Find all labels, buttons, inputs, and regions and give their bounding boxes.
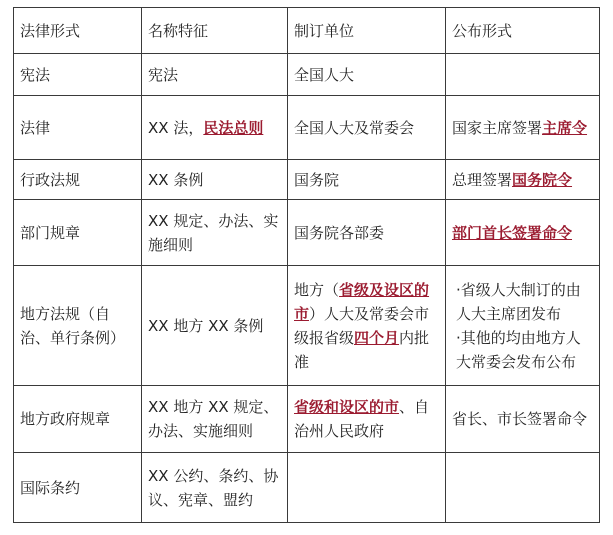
table-row bbox=[14, 96, 600, 160]
table-row bbox=[14, 160, 600, 200]
maker-cell bbox=[288, 54, 446, 96]
maker-cell bbox=[288, 386, 446, 453]
cell-text: 全国人大 bbox=[294, 65, 355, 84]
cell-text: XX 地方 XX 条例 bbox=[148, 316, 264, 335]
publish-cell bbox=[446, 453, 600, 523]
cell-text: 宪法 bbox=[148, 65, 179, 84]
publish-cell bbox=[446, 96, 600, 160]
publish-cell bbox=[446, 386, 600, 453]
cell-text: 地方（ bbox=[294, 280, 340, 299]
form-cell: 国际条约 bbox=[14, 453, 142, 523]
cell-text: 总理签署 bbox=[452, 170, 513, 189]
header-name: 名称特征 bbox=[142, 8, 288, 54]
header-row bbox=[14, 8, 600, 54]
publish-bullet: ·其他的均由地方人大常委会发布公布 bbox=[456, 328, 581, 371]
publish-bullet: ·省级人大制订的由人大主席团发布 bbox=[456, 280, 581, 323]
cell-text: XX 规定、办法、实施细则 bbox=[148, 211, 279, 254]
law-forms-table bbox=[13, 7, 600, 523]
maker-cell bbox=[288, 200, 446, 266]
maker-cell bbox=[288, 96, 446, 160]
cell-text: XX 条例 bbox=[148, 170, 204, 189]
cell-text: 、自治州人民政府 bbox=[294, 398, 430, 440]
cell-text: XX 地方 XX 规定、办法、实施细则 bbox=[148, 398, 279, 440]
maker-cell bbox=[288, 453, 446, 523]
highlighted-text: 省级及设区的市 bbox=[294, 280, 430, 323]
name-cell bbox=[142, 96, 288, 160]
cell-text: XX 法， bbox=[148, 118, 204, 137]
publish-cell bbox=[446, 266, 600, 386]
cell-text: 国家主席签署 bbox=[452, 118, 543, 137]
highlighted-text: 民法总则 bbox=[203, 118, 264, 137]
form-cell: 行政法规 bbox=[14, 160, 142, 200]
highlighted-text: 四个月 bbox=[354, 328, 400, 347]
table-row bbox=[14, 200, 600, 266]
cell-text: 国务院各部委 bbox=[294, 223, 385, 242]
highlighted-text: 国务院令 bbox=[512, 170, 573, 189]
cell-text: 省长、市长签署命令 bbox=[452, 410, 588, 428]
name-cell bbox=[142, 266, 288, 386]
table-row bbox=[14, 386, 600, 453]
table-row bbox=[14, 54, 600, 96]
name-cell bbox=[142, 200, 288, 266]
maker-cell bbox=[288, 266, 446, 386]
form-cell: 宪法 bbox=[14, 54, 142, 96]
table-row bbox=[14, 453, 600, 523]
form-cell: 部门规章 bbox=[14, 200, 142, 266]
form-cell: 法律 bbox=[14, 96, 142, 160]
header-publish: 公布形式 bbox=[446, 8, 600, 54]
table-row bbox=[14, 266, 600, 386]
header-maker: 制订单位 bbox=[288, 8, 446, 54]
cell-text: XX 公约、条约、协议、宪章、盟约 bbox=[148, 466, 279, 509]
name-cell bbox=[142, 453, 288, 523]
form-cell: 地方政府规章 bbox=[14, 386, 142, 453]
highlighted-text: 主席令 bbox=[542, 118, 588, 137]
name-cell bbox=[142, 160, 288, 200]
name-cell bbox=[142, 54, 288, 96]
form-cell: 地方法规（自治、单行条例） bbox=[14, 266, 142, 386]
publish-cell bbox=[446, 160, 600, 200]
cell-text: 内批准 bbox=[294, 328, 430, 371]
highlighted-text: 省级和设区的市 bbox=[294, 398, 400, 416]
publish-cell bbox=[446, 200, 600, 266]
highlighted-text: 部门首长签署命令 bbox=[452, 223, 573, 242]
publish-cell bbox=[446, 54, 600, 96]
cell-text: 全国人大及常委会 bbox=[294, 118, 415, 137]
name-cell bbox=[142, 386, 288, 453]
cell-text: ）人大及常委会市级报省级 bbox=[294, 304, 430, 347]
header-form: 法律形式 bbox=[14, 8, 142, 54]
cell-text: 国务院 bbox=[294, 170, 340, 189]
maker-cell bbox=[288, 160, 446, 200]
